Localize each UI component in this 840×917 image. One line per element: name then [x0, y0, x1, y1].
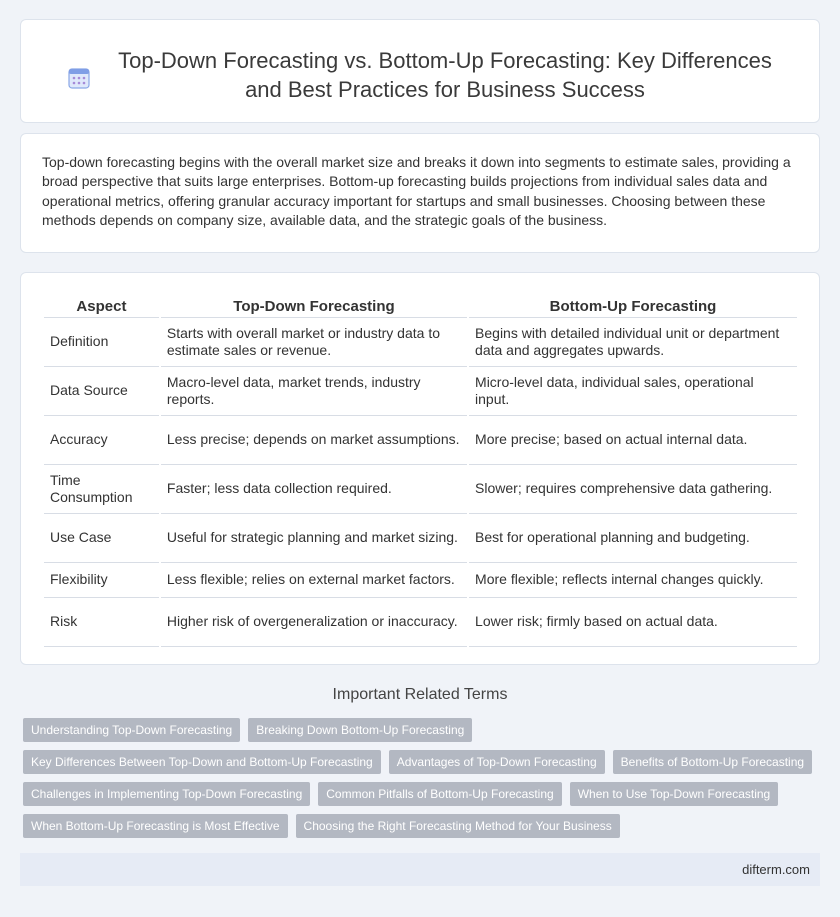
- related-term-tag[interactable]: Breaking Down Bottom-Up Forecasting: [248, 718, 472, 742]
- related-terms-list: [23, 718, 823, 846]
- column-header-top-down: Top-Down Forecasting: [161, 296, 467, 318]
- intro-paragraph: Top-down forecasting begins with the overall market size and breaks it down into segments to estimate sales, providing a broad perspective that suits large enterprises. Bottom-up forecasting builds projections from individual sales data and operational metrics, offering granular accuracy important for startups and small businesses. Choosing between these methods depends on company size, available data, and the strategic goals of the business.: [42, 154, 791, 229]
- related-terms-heading: Important Related Terms: [332, 686, 508, 703]
- related-term-tag[interactable]: Key Differences Between Top-Down and Bottom-Up Forecasting: [23, 750, 381, 774]
- related-term-tag[interactable]: When to Use Top-Down Forecasting: [570, 782, 779, 806]
- bottom-up-cell: Best for operational planning and budgeting.: [469, 514, 797, 563]
- bottom-up-cell: Slower; requires comprehensive data gathering.: [469, 465, 797, 514]
- related-term-tag[interactable]: Understanding Top-Down Forecasting: [23, 718, 240, 742]
- column-header-aspect: Aspect: [44, 296, 159, 318]
- footer: [20, 853, 820, 886]
- top-down-cell: Starts with overall market or industry data to estimate sales or revenue.: [161, 318, 467, 367]
- column-header-bottom-up: Bottom-Up Forecasting: [469, 296, 797, 318]
- aspect-cell: Time Consumption: [44, 465, 159, 514]
- top-down-cell: Faster; less data collection required.: [161, 465, 467, 514]
- table-row: [44, 318, 797, 367]
- related-term-tag[interactable]: Common Pitfalls of Bottom-Up Forecasting: [318, 782, 561, 806]
- comparison-table-card: [20, 272, 820, 665]
- page-title: [21, 46, 819, 104]
- table-header-row: [44, 296, 797, 318]
- bottom-up-cell: More precise; based on actual internal data.: [469, 416, 797, 465]
- table-row: [44, 514, 797, 563]
- comparison-table: [42, 296, 799, 647]
- related-term-tag[interactable]: Benefits of Bottom-Up Forecasting: [613, 750, 812, 774]
- table-row: [44, 416, 797, 465]
- footer-site-link[interactable]: difterm.com: [742, 862, 810, 877]
- bottom-up-cell: Lower risk; firmly based on actual data.: [469, 598, 797, 647]
- page-title-line-1: Top-Down Forecasting vs. Bottom-Up Forecasting: Key Differences: [118, 48, 772, 73]
- page-title-line-2: and Best Practices for Business Success: [245, 77, 645, 102]
- aspect-cell: Data Source: [44, 367, 159, 416]
- aspect-cell: Use Case: [44, 514, 159, 563]
- aspect-cell: Accuracy: [44, 416, 159, 465]
- table-row: [44, 563, 797, 598]
- table-row: [44, 367, 797, 416]
- top-down-cell: Macro-level data, market trends, industry reports.: [161, 367, 467, 416]
- related-term-tag[interactable]: When Bottom-Up Forecasting is Most Effective: [23, 814, 288, 838]
- related-term-tag[interactable]: Advantages of Top-Down Forecasting: [389, 750, 605, 774]
- aspect-cell: Risk: [44, 598, 159, 647]
- title-card: [20, 19, 820, 123]
- table-row: [44, 598, 797, 647]
- bottom-up-cell: More flexible; reflects internal changes quickly.: [469, 563, 797, 598]
- intro-card: [20, 133, 820, 253]
- top-down-cell: Less precise; depends on market assumptions.: [161, 416, 467, 465]
- bottom-up-cell: Begins with detailed individual unit or department data and aggregates upwards.: [469, 318, 797, 367]
- top-down-cell: Useful for strategic planning and market sizing.: [161, 514, 467, 563]
- aspect-cell: Definition: [44, 318, 159, 367]
- aspect-cell: Flexibility: [44, 563, 159, 598]
- table-row: [44, 465, 797, 514]
- top-down-cell: Less flexible; relies on external market factors.: [161, 563, 467, 598]
- related-term-tag[interactable]: Choosing the Right Forecasting Method for Your Business: [296, 814, 620, 838]
- top-down-cell: Higher risk of overgeneralization or inaccuracy.: [161, 598, 467, 647]
- related-term-tag[interactable]: Challenges in Implementing Top-Down Forecasting: [23, 782, 310, 806]
- bottom-up-cell: Micro-level data, individual sales, operational input.: [469, 367, 797, 416]
